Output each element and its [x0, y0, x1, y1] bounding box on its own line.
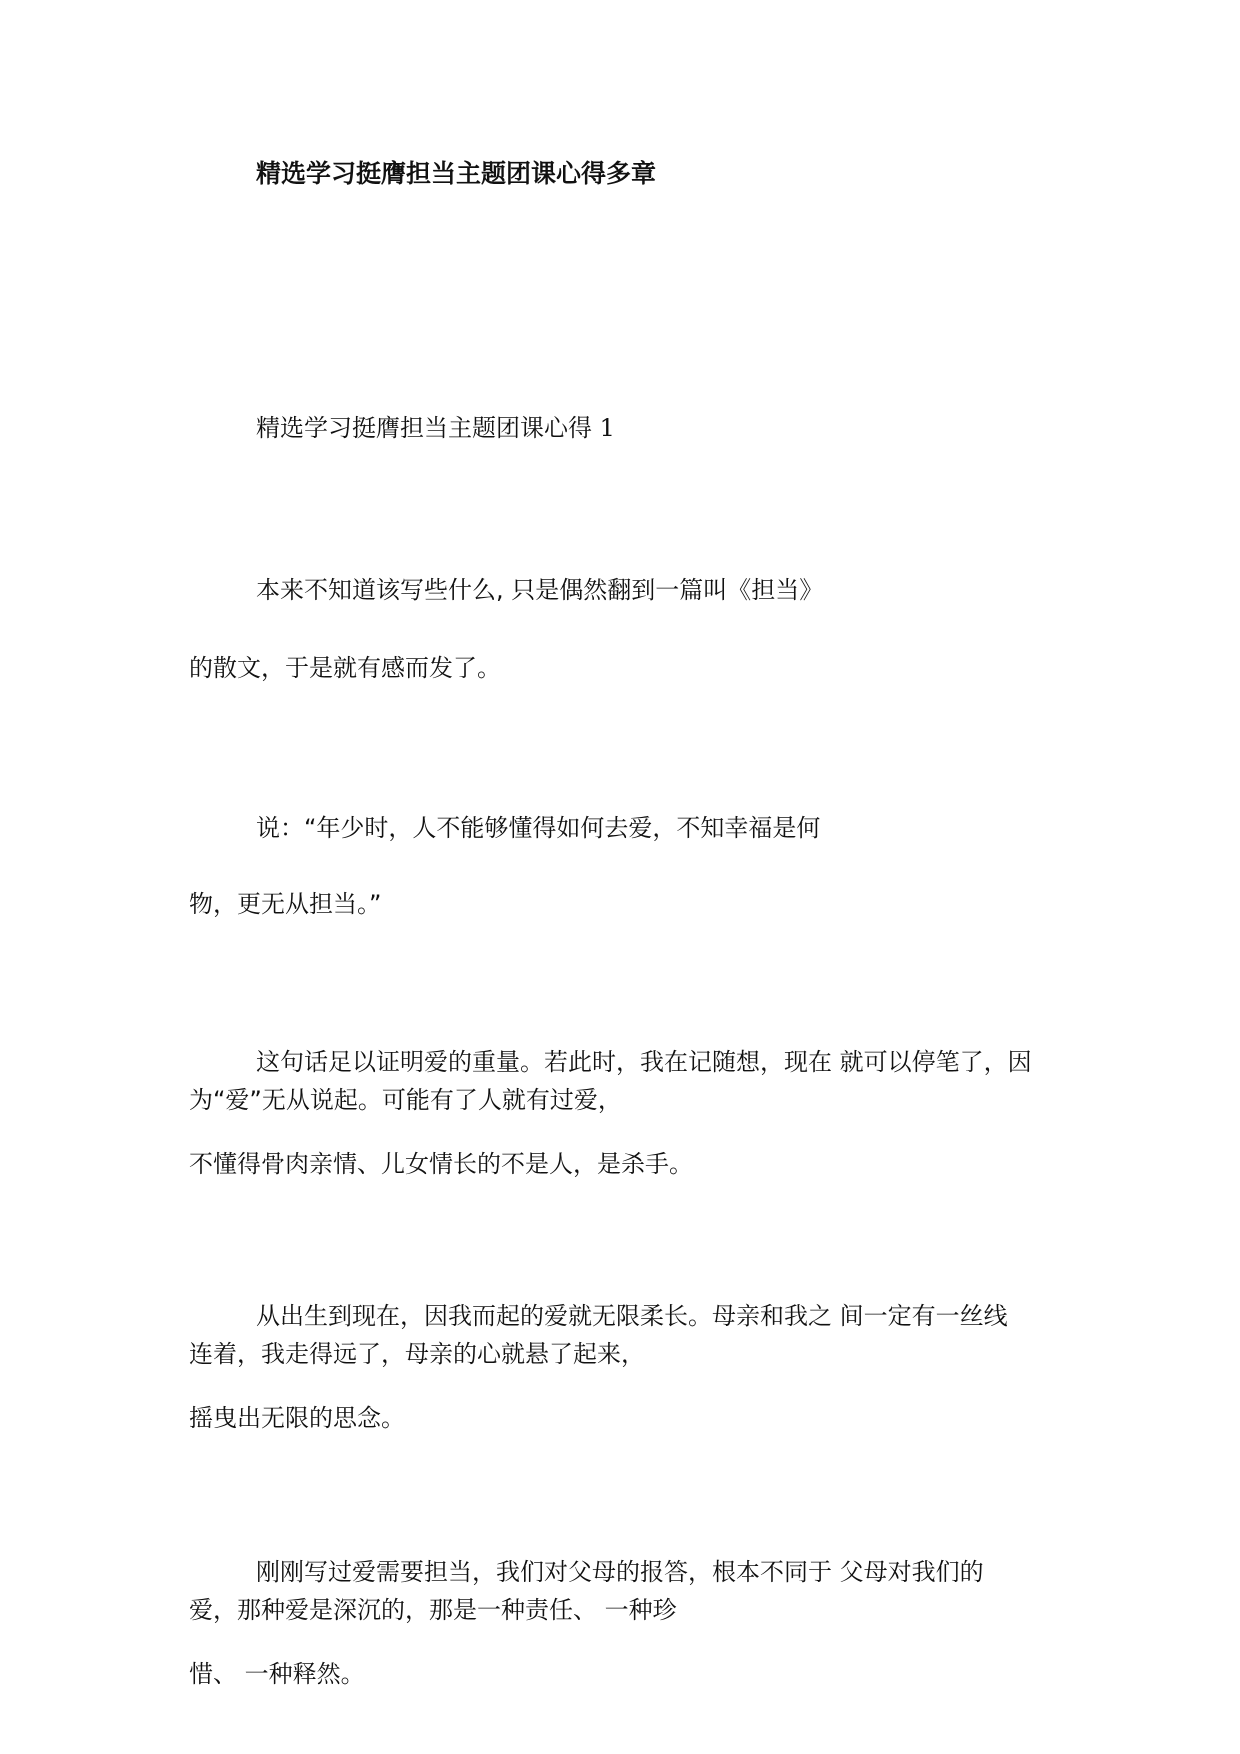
paragraph-4-line-1: 从出生到现在，因我而起的爱就无限柔长。母亲和我之 间一定有一丝线: [256, 1302, 1008, 1330]
section-heading: 精选学习挺膺担当主题团课心得 1: [256, 414, 615, 442]
paragraph-5-line-1: 刚刚写过爱需要担当，我们对父母的报答，根本不同于 父母对我们的: [256, 1558, 984, 1586]
paragraph-4-line-3: 摇曳出无限的思念。: [189, 1404, 405, 1432]
document-title: 精选学习挺膺担当主题团课心得多章: [256, 159, 657, 188]
paragraph-5-line-2: 爱，那种爱是深沉的，那是一种责任、 一种珍: [189, 1596, 677, 1624]
paragraph-3-line-3: 不懂得骨肉亲情、儿女情长的不是人，是杀手。: [189, 1150, 693, 1178]
paragraph-2-line-1: 说：“年少时，人不能够懂得如何去爱，不知幸福是何: [256, 814, 821, 842]
paragraph-3-line-2: 为“爱”无从说起。可能有了人就有过爱，: [189, 1086, 622, 1114]
paragraph-1-line-2: 的散文，于是就有感而发了。: [189, 654, 501, 682]
paragraph-2-line-2: 物，更无从担当。”: [189, 890, 382, 918]
paragraph-3-line-1: 这句话足以证明爱的重量。若此时，我在记随想，现在 就可以停笔了，因: [256, 1048, 1032, 1076]
paragraph-4-line-2: 连着，我走得远了，母亲的心就悬了起来，: [189, 1340, 645, 1368]
paragraph-5-line-3: 惜、 一种释然。: [189, 1660, 365, 1688]
paragraph-1-line-1: 本来不知道该写些什么, 只是偶然翻到一篇叫《担当》: [256, 576, 824, 604]
